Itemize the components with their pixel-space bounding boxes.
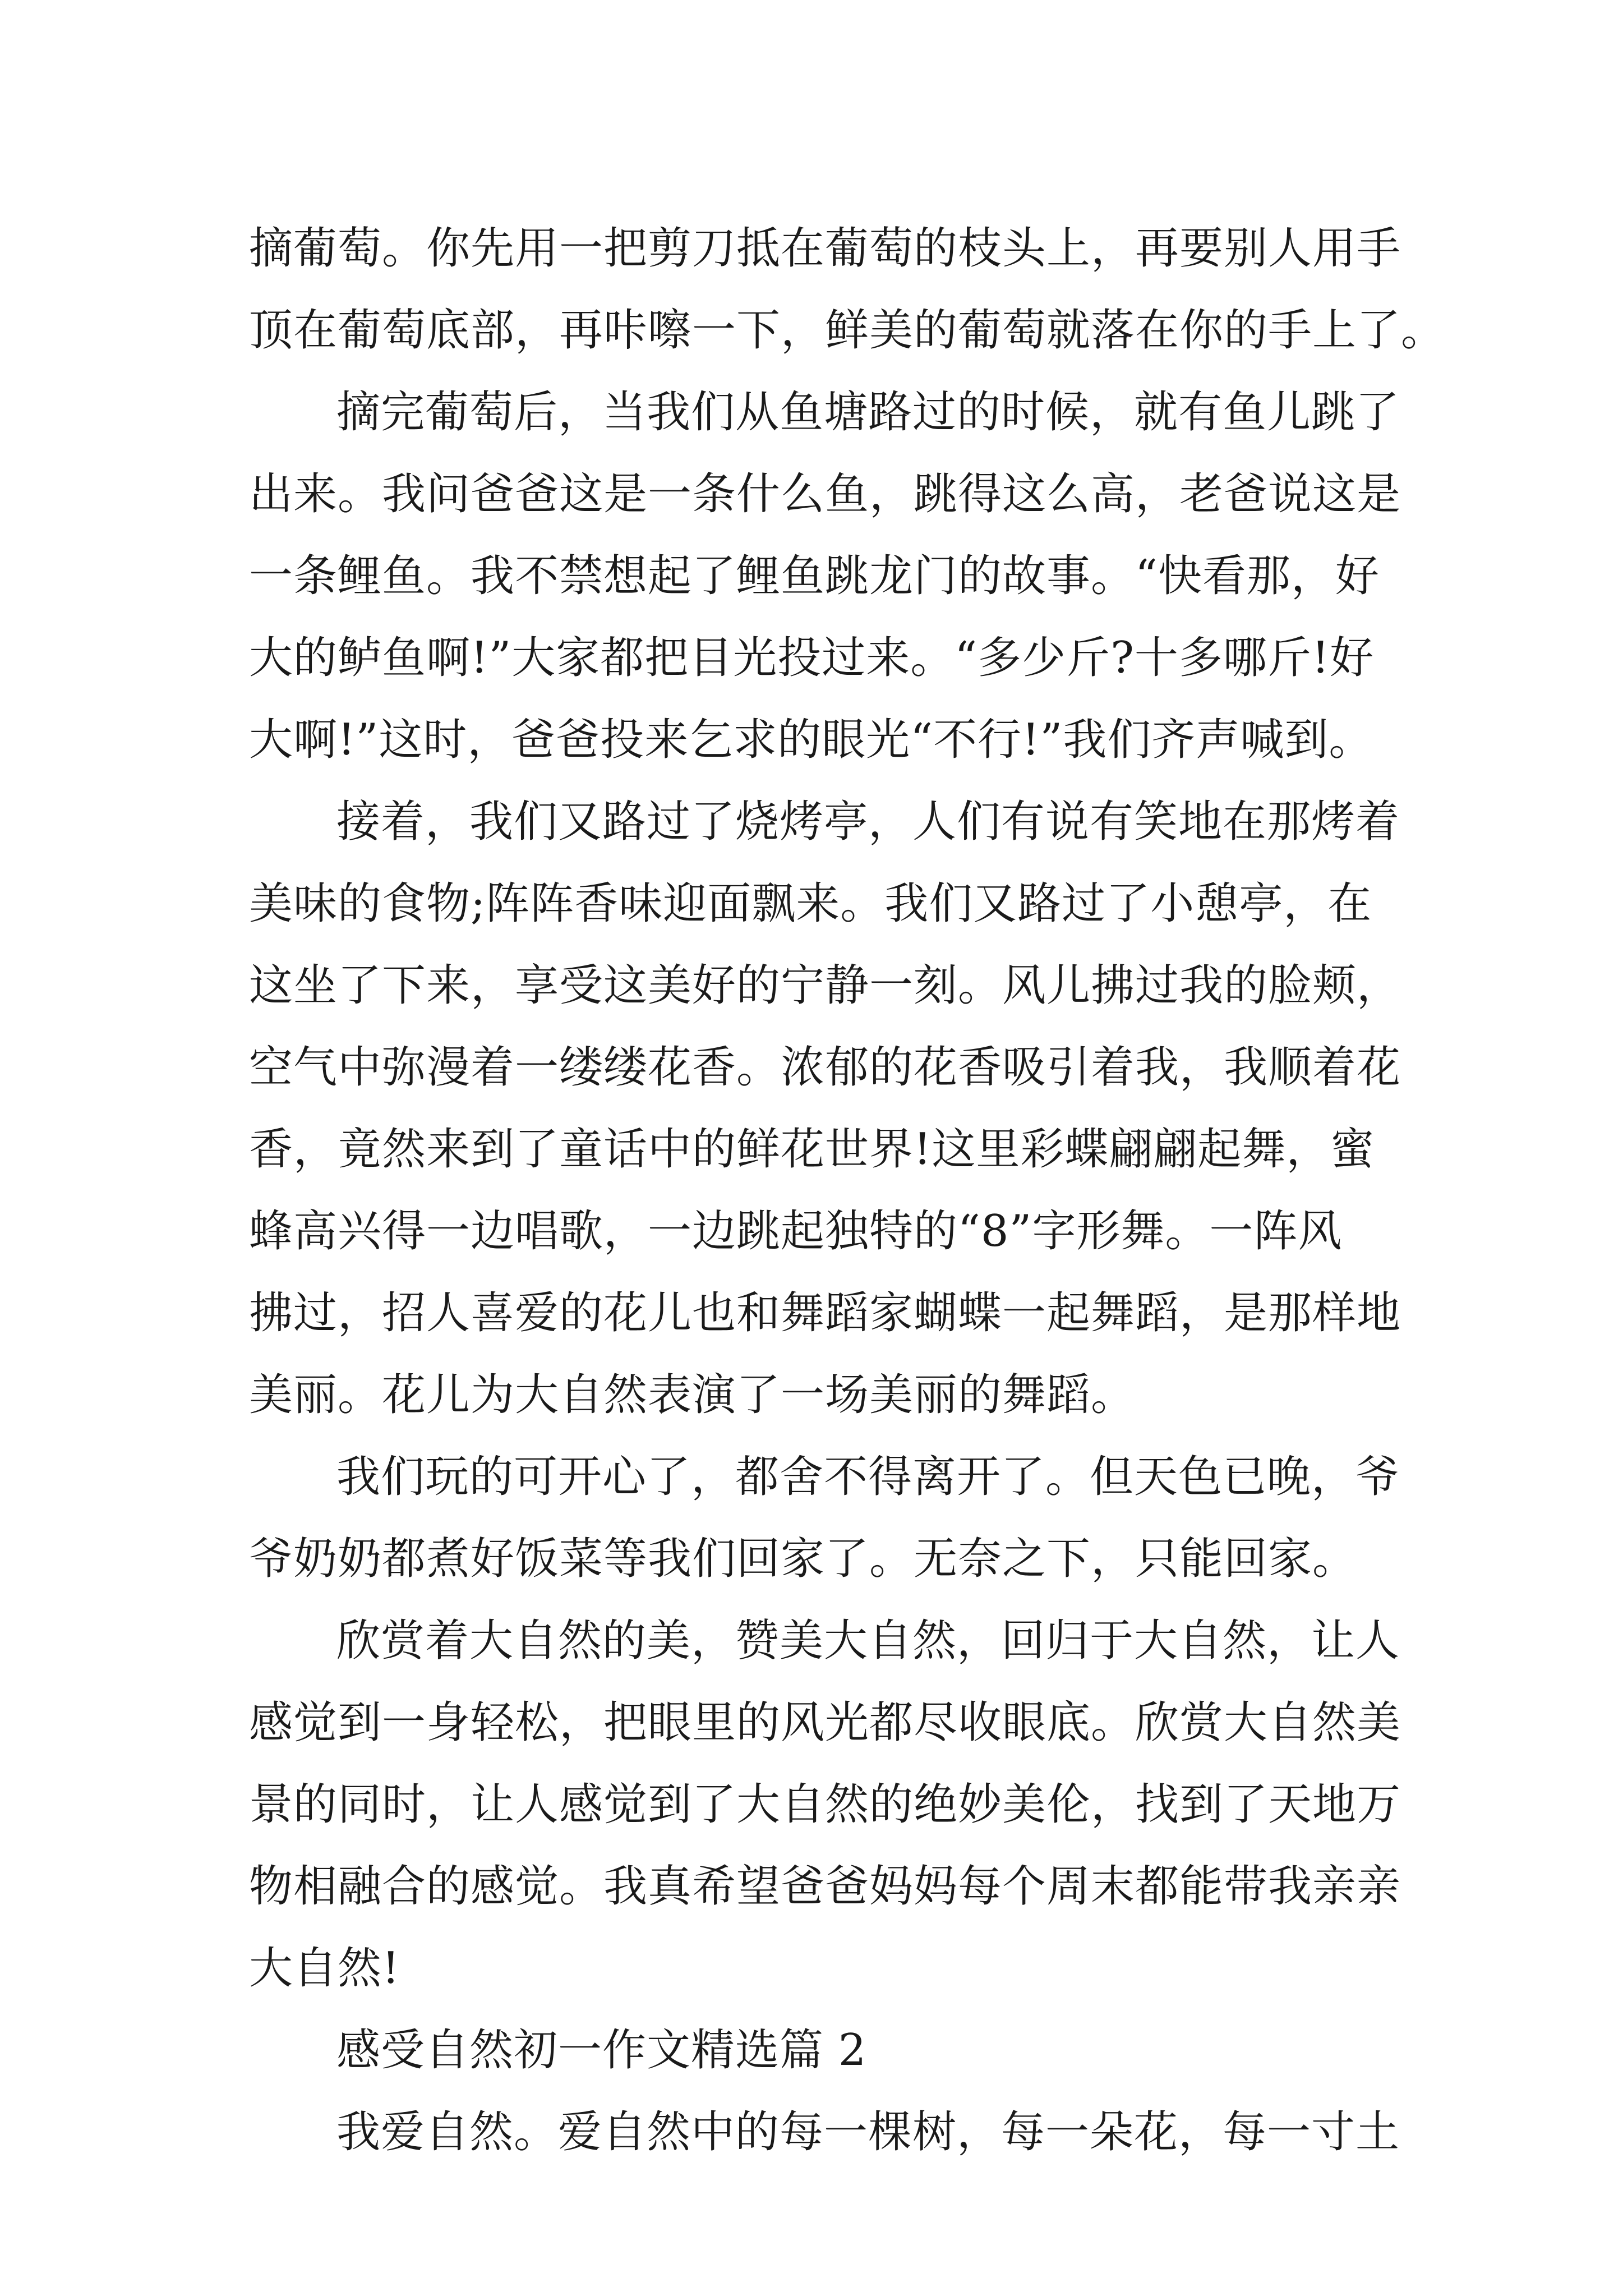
text-line: 香，竟然来到了童话中的鲜花世界!这里彩蝶翩翩起舞，蜜 (249, 1124, 1375, 1175)
text-line: 摘完葡萄后，当我们从鱼塘路过的时候，就有鱼儿跳了 (336, 387, 1400, 438)
text-line: 出来。我问爸爸这是一条什么鱼，跳得这么高，老爸说这是 (249, 469, 1401, 519)
text-line: 大自然! (249, 1943, 400, 1994)
text-line: 这坐了下来，享受这美好的宁静一刻。风儿拂过我的脸颊， (249, 960, 1401, 1011)
section-heading: 感受自然初一作文精选篇 2 (336, 2025, 867, 2076)
text-line: 顶在葡萄底部，再咔嚓一下，鲜美的葡萄就落在你的手上了。 (249, 305, 1446, 356)
text-line: 我爱自然。爱自然中的每一棵树，每一朵花，每一寸土 (336, 2107, 1400, 2157)
text-line: 空气中弥漫着一缕缕花香。浓郁的花香吸引着我，我顺着花 (249, 1042, 1401, 1093)
text-line: 蜂高兴得一边唱歌，一边跳起独特的“8”字形舞。一阵风 (249, 1206, 1343, 1257)
text-line: 摘葡萄。你先用一把剪刀抵在葡萄的枝头上，再要别人用手 (249, 223, 1401, 274)
text-line: 我们玩的可开心了，都舍不得离开了。但天色已晚，爷 (336, 1452, 1400, 1502)
text-line: 接着，我们又路过了烧烤亭，人们有说有笑地在那烤着 (336, 797, 1400, 847)
text-line: 物相融合的感觉。我真希望爸爸妈妈每个周末都能带我亲亲 (249, 1861, 1401, 1912)
text-line: 美丽。花儿为大自然表演了一场美丽的舞蹈。 (249, 1370, 1136, 1420)
text-line: 景的同时，让人感觉到了大自然的绝妙美伦，找到了天地万 (249, 1779, 1401, 1830)
text-line: 美味的食物;阵阵香味迎面飘来。我们又路过了小憩亭，在 (249, 878, 1372, 929)
text-line: 感觉到一身轻松，把眼里的风光都尽收眼底。欣赏大自然美 (249, 1697, 1401, 1748)
text-line: 爷奶奶都煮好饭菜等我们回家了。无奈之下，只能回家。 (249, 1534, 1357, 1584)
text-line: 一条鲤鱼。我不禁想起了鲤鱼跳龙门的故事。“快看那，好 (249, 551, 1380, 601)
text-line: 拂过，招人喜爱的花儿也和舞蹈家蝴蝶一起舞蹈，是那样地 (249, 1288, 1401, 1338)
text-line: 大啊!”这时，爸爸投来乞求的眼光“不行!”我们齐声喊到。 (249, 715, 1373, 765)
text-line: 大的鲈鱼啊!”大家都把目光投过来。“多少斤?十多哪斤!好 (249, 633, 1375, 683)
document-body (249, 208, 1446, 2173)
text-line: 欣赏着大自然的美，赞美大自然，回归于大自然，让人 (336, 1616, 1400, 1666)
